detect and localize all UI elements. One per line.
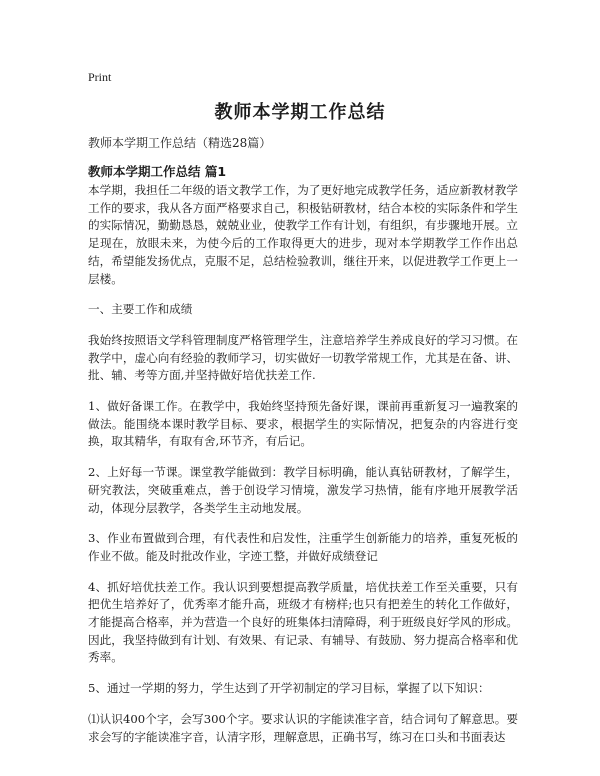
paragraph-results: 5、通过一学期的努力，学生达到了开学初制定的学习目标，掌握了以下知识：: [88, 681, 490, 696]
document-body: [88, 182, 518, 759]
paragraph-tutoring: 4、抓好培优扶差工作。我认识到要想提高教学质量，培优扶差工作至关重要，只有把优生培养好了，优秀率才能升高，班级才有榜样;也只有把差生的转化工作做好，才能提高合格率，并为营造一个良好的班集体扫清障碍，利于班级良好学风的形成。因此，我坚持做到有计划、有效果、有记录、有辅导、有鼓励、努力提高合格率和优秀率。: [88, 579, 518, 665]
page-title: 教师本学期工作总结: [214, 102, 386, 123]
paragraph-intro: 本学期，我担任二年级的语文教学工作，为了更好地完成教学任务，适应新教材教学工作的要求，我从各方面严格要求自己，积极钻研教材，结合本校的实际条件和学生的实际情况，勤勤恳恳，兢兢业业，使教学工作有计划，有组织，有步骤地开展。立足现在，放眼未来，为使今后的工作取得更大的进步，现对本学期教学工作作出总结，希望能发扬优点，克服不足，总结检验教训，继往开来，以促进教学工作更上一层楼。: [88, 183, 518, 286]
section-heading: 教师本学期工作总结 篇1: [88, 164, 227, 179]
paragraph-main-work-heading: 一、主要工作和成绩: [88, 302, 193, 317]
paragraph-management: 我始终按照语文学科管理制度严格管理学生，注意培养学生养成良好的学习习惯。在教学中，虚心向有经验的教师学习，切实做好一切教学常规工作，尤其是在备、讲、批、辅、考等方面,并坚持做好培优扶差工作.: [88, 332, 518, 383]
print-link[interactable]: Print: [88, 70, 112, 84]
paragraph-lesson-prep: 1、做好备课工作。在教学中，我始终坚持预先备好课，课前再重新复习一遍教案的做法。能围绕本课时教学目标、要求，根据学生的实际情况，把复杂的内容进行变换，取其精华，有取有舍,环节齐，有后记。: [88, 399, 518, 449]
paragraph-characters: ⑴认识400个字，会写300个字。要求认识的字能读准字音，结合词句了解意思。要求会写的字能读准字音，认清字形，理解意思，正确书写，练习在口头和书面表达: [88, 711, 518, 744]
paragraph-homework: 3、作业布置做到合理，有代表性和启发性，注重学生创新能力的培养，重复死板的作业不做。能及时批改作业，字迹工整，并做好成绩登记: [88, 531, 518, 563]
paragraph-classes: 2、上好每一节课。课堂教学能做到：教学目标明确，能认真钻研教材，了解学生，研究教法，突破重难点，善于创设学习情境，激发学习热情，能有序地开展教学活动，体现分层教学，各类学生主动地发展。: [88, 465, 518, 515]
document-subtitle: 教师本学期工作总结（精选28篇）: [88, 136, 272, 150]
